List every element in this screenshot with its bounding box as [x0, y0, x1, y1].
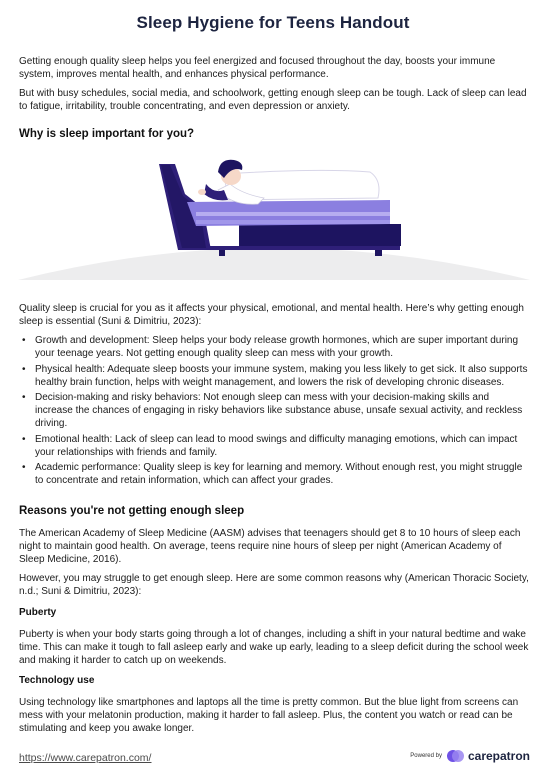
page-title: Sleep Hygiene for Teens Handout: [136, 13, 410, 32]
technology-paragraph: Using technology like smartphones and laptops all the time is pretty common. But the blue light from screens can mess with your melatonin production, making it harder to fall asleep. Plus, the content you watch or read can be stimulating and keep you awake longer.: [19, 697, 519, 734]
list-item: • Academic performance: Quality sleep is key for learning and memory. Without enough rest, you might struggle to concentrate and retain information, which can affect your grades.: [19, 461, 529, 487]
list-item: • Decision-making and risky behaviors: Not enough sleep can mess with your decision-making skills and increase the chances of engaging in risky behaviors like substance abuse, unsafe sexual activity, and reckless driving.: [19, 391, 529, 430]
carepatron-branding: [410, 746, 530, 766]
floor-shape: [18, 248, 530, 280]
benefits-list: [19, 334, 529, 490]
intro-paragraph-2: But with busy schedules, social media, and schoolwork, getting enough sleep can be tough. Lack of sleep can lead to fatigue, irritability, trouble concentrating, and even depression or anxiety.: [19, 88, 527, 112]
section-heading-reasons: Reasons you're not getting enough sleep: [19, 505, 245, 517]
intro-paragraph-1: Getting enough quality sleep helps you feel energized and focused throughout the day, boosts your immune system, improves mental health, and enhances physical performance.: [19, 56, 496, 80]
puberty-heading: Puberty: [19, 607, 57, 618]
carepatron-logo-icon: [447, 748, 465, 764]
bed-leg: [219, 250, 225, 256]
section-heading-why: Why is sleep important for you?: [19, 128, 195, 140]
powered-by-label: Powered by: [410, 753, 442, 759]
sleeping-teen-illustration: [18, 150, 530, 282]
bed-leg: [375, 250, 382, 256]
reasons-paragraph-1: The American Academy of Sleep Medicine (AASM) advises that teenagers should get 8 to 10 hours of sleep each night to maintain good health. On average, teens require nine hours of sleep per night (American Academy of Sleep Medicine, 2016).: [19, 528, 521, 565]
reasons-paragraph-2: However, you may struggle to get enough sleep. Here are some common reasons why (American Thoracic Society, n.d.; Suni & Dimitriu, 2023):: [19, 573, 529, 597]
carepatron-website-link[interactable]: https://www.carepatron.com/: [19, 752, 152, 764]
technology-heading: Technology use: [19, 675, 95, 686]
list-item: • Growth and development: Sleep helps your body release growth hormones, which are super important during your teenage years. Not getting enough quality sleep can mess with your growth.: [19, 334, 529, 360]
brand-name: carepatron: [467, 749, 530, 763]
list-item: • Emotional health: Lack of sleep can lead to mood swings and difficulty managing emotions, which can impact your relationships with friends and family.: [19, 433, 529, 459]
why-paragraph: Quality sleep is crucial for you as it affects your physical, emotional, and mental health. Here’s why getting enough sleep is essential (Suni & Dimitriu, 2023):: [19, 303, 524, 327]
bed-side-panel: [239, 224, 401, 246]
puberty-paragraph: Puberty is when your body starts going through a lot of changes, including a shift in your natural bedtime and wake time. This can make it tough to fall asleep early and wake up early, leading to a sleep deficit during the school week and making it harder to catch up on weekends.: [19, 629, 529, 666]
list-item: • Physical health: Adequate sleep boosts your immune system, making you less likely to get sick. It also supports healthy brain function, helps with weight management, and lowers the risk of developing chronic diseases.: [19, 363, 529, 389]
